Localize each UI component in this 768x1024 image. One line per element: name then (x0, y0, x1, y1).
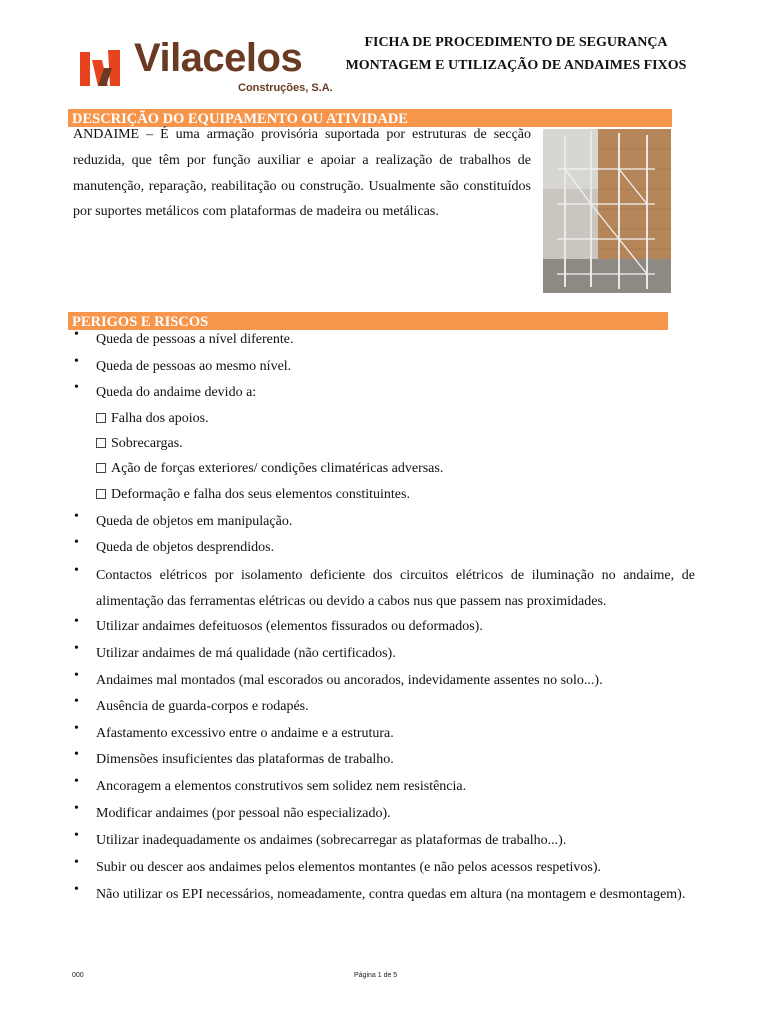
description-text: ANDAIME – É uma armação provisória suportada por estruturas de secção reduzida, que têm por função auxiliar e apoiar a realização de trabalhos de manutenção, reparação, reabilitação ou construção. Usualmente são constituídos por suportes metálicos com plataformas de madeira ou metálicas. (73, 127, 531, 220)
logo-name: Vilacelos (134, 36, 303, 80)
checkbox-square-icon (96, 489, 106, 499)
bullet-dot-icon: • (74, 721, 79, 736)
bullet-dot-icon: • (74, 668, 79, 683)
bullet-dot-icon: • (74, 694, 79, 709)
bullet-dot-icon: • (74, 327, 79, 342)
logo-mark-icon (78, 46, 132, 88)
bullet-dot-icon: • (74, 563, 79, 578)
bullet-dot-icon: • (74, 774, 79, 789)
section-heading-risks: PERIGOS E RISCOS (68, 311, 668, 330)
footer-page-number: Página 1 de 5 (354, 972, 398, 979)
checkbox-square-icon (96, 463, 106, 473)
bullet-dot-icon: • (74, 380, 79, 395)
company-logo (78, 36, 333, 98)
checkbox-square-icon (96, 438, 106, 448)
bullet-dot-icon: • (74, 614, 79, 629)
document-title: FICHA DE PROCEDIMENTO DE SEGURANÇA (364, 35, 668, 50)
footer-code: 000 (72, 972, 84, 979)
document-subtitle: MONTAGEM E UTILIZAÇÃO DE ANDAIMES FIXOS (345, 58, 687, 73)
bullet-dot-icon: • (74, 747, 79, 762)
bullet-dot-icon: • (74, 354, 79, 369)
bullet-dot-icon: • (74, 509, 79, 524)
bullet-dot-icon: • (74, 828, 79, 843)
bullet-dot-icon: • (74, 855, 79, 870)
bullet-dot-icon: • (74, 801, 79, 816)
checkbox-square-icon (96, 413, 106, 423)
section-heading-description: DESCRIÇÃO DO EQUIPAMENTO OU ATIVIDADE (68, 108, 672, 127)
bullet-dot-icon: • (74, 641, 79, 656)
logo-subtitle: Construções, S.A. (238, 82, 333, 94)
bullet-dot-icon: • (74, 882, 79, 897)
bullet-dot-icon: • (74, 535, 79, 550)
scaffold-photo (543, 129, 671, 293)
